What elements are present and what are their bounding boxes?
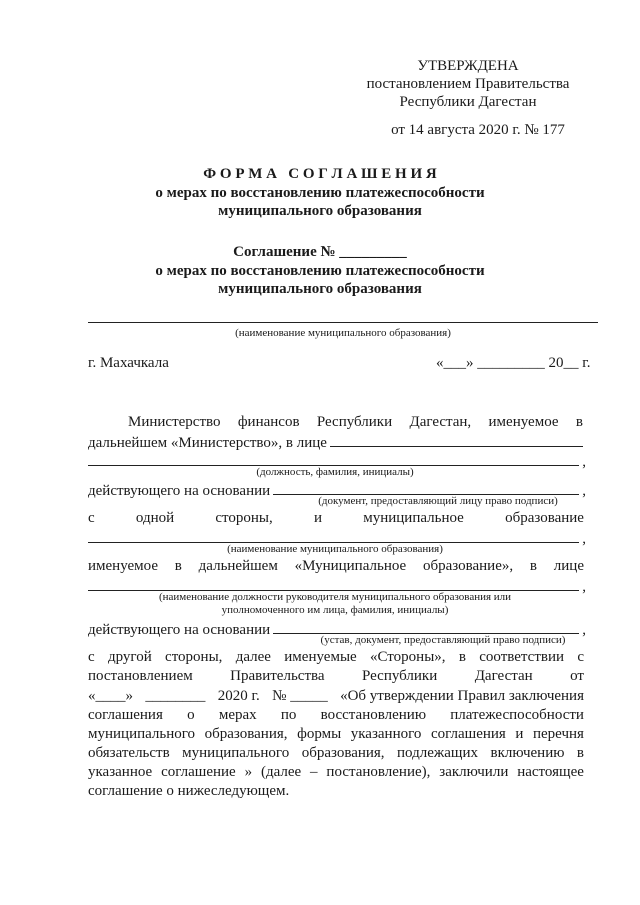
municipality-name-blank (88, 529, 579, 543)
comma: , (582, 531, 586, 547)
word: именуемое (88, 558, 158, 574)
word: Дагестан, (409, 414, 472, 430)
word: соответствии (479, 649, 565, 665)
word: с (88, 649, 95, 665)
word: «Муниципальное (294, 558, 407, 574)
word: по (280, 707, 297, 723)
word: № _____ (272, 688, 328, 704)
word: в (174, 558, 182, 574)
approval-line-2: Республики Дагестан (399, 94, 537, 110)
word: восстановлению (320, 707, 427, 723)
closing-line-6 (88, 745, 584, 762)
word: Республики (316, 414, 393, 430)
word: от (570, 668, 584, 684)
word: Республики (362, 668, 438, 684)
comma: , (582, 483, 586, 499)
word: Министерство (128, 414, 221, 430)
word: образования, (204, 726, 288, 742)
word: муниципального (88, 726, 196, 742)
municipality-line (88, 322, 598, 323)
word: платежеспособности (450, 707, 584, 723)
form-subtitle-2: муниципального образования (218, 203, 422, 219)
word: в (529, 558, 537, 574)
basis-blank-2 (273, 620, 579, 634)
word: «Стороны», (370, 649, 446, 665)
word: указанного (350, 726, 422, 742)
basis-label: действующего на основании (88, 483, 271, 499)
word: Правительства (230, 668, 325, 684)
word: ________ (145, 688, 206, 704)
form-title: Ф О Р М А С О Г Л А Ш Е Н И Я (203, 166, 437, 182)
closing-line-1 (88, 649, 584, 666)
word: соглашение (161, 764, 236, 780)
word: – (310, 764, 318, 780)
word: стороны, (165, 649, 223, 665)
word: заключили (439, 764, 509, 780)
word: с (88, 510, 95, 526)
word: именуемые (284, 649, 357, 665)
word: муниципального (182, 745, 290, 761)
municipality-name-hint: (наименование муниципального образования) (227, 543, 443, 555)
comma: , (582, 622, 586, 638)
charter-hint: (устав, документ, предоставляющий право подписи) (320, 634, 566, 646)
word: и (515, 726, 524, 742)
word: в (575, 414, 583, 430)
word: «____» (88, 688, 133, 704)
closing-line-2 (88, 668, 584, 685)
approval-title: УТВЕРЖДЕНА (417, 58, 519, 74)
word: в (458, 649, 466, 665)
agreement-number: Соглашение № _________ (233, 244, 407, 260)
comma: , (582, 454, 586, 470)
word: соглашения (430, 726, 506, 742)
word: и (313, 510, 322, 526)
closing-line-8: соглашение о нижеследующем. (88, 783, 290, 799)
named-line (88, 558, 584, 575)
word: » (244, 764, 253, 780)
word: формы (297, 726, 342, 742)
closing-line-3 (88, 688, 584, 705)
word: образование (505, 510, 584, 526)
head-hint-1: (наименование должности руководителя муниципального образования или (158, 591, 512, 603)
word: именуемое (488, 414, 559, 430)
form-subtitle-1: о мерах по восстановлению платежеспособности (155, 185, 485, 201)
word: «Об утверждении Правил заключения (340, 688, 584, 704)
approval-date: от 14 августа 2020 г. № 177 (391, 122, 565, 138)
word: образование», (422, 558, 514, 574)
word: образования, (301, 745, 385, 761)
one-side-line (88, 510, 584, 527)
ministry-line-2 (88, 433, 586, 452)
position-hint: (должность, фамилия, инициалы) (256, 466, 414, 478)
word: мерах (218, 707, 257, 723)
word: постановлением (88, 668, 193, 684)
word: стороны, (215, 510, 273, 526)
word: финансов (237, 414, 300, 430)
word: другой (107, 649, 152, 665)
head-hint-2: уполномоченного им лица, фамилия, инициалы) (221, 604, 449, 616)
basis-label-2: действующего на основании (88, 622, 271, 638)
ministry-line-2-text: дальнейшем «Министерство», в лице (88, 435, 327, 451)
word: 2020 г. (217, 688, 260, 704)
word: соглашения (88, 707, 163, 723)
agreement-title-1: о мерах по восстановлению платежеспособности (155, 263, 485, 279)
head-blank (88, 577, 579, 591)
word: лице (553, 558, 584, 574)
word: дальнейшем (198, 558, 278, 574)
comma: , (582, 579, 586, 595)
word: одной (135, 510, 175, 526)
word: указанное (88, 764, 153, 780)
closing-line-7 (88, 764, 584, 781)
closing-line-4 (88, 707, 584, 724)
position-blank (88, 452, 579, 466)
word: перечня (533, 726, 584, 742)
representative-blank (330, 433, 583, 447)
municipality-hint: (наименование муниципального образования) (235, 327, 451, 339)
word: муниципальное (363, 510, 464, 526)
word: в (576, 745, 584, 761)
word: Дагестан (474, 668, 533, 684)
word: о (187, 707, 195, 723)
approval-line-1: постановлением Правительства (366, 76, 570, 92)
word: настоящее (517, 764, 584, 780)
word: постановление), (326, 764, 431, 780)
word: подлежащих (397, 745, 479, 761)
word: обязательств (88, 745, 170, 761)
word: включению (490, 745, 565, 761)
basis-hint: (документ, предоставляющий лицу право подписи) (318, 495, 558, 507)
agreement-title-2: муниципального образования (218, 281, 422, 297)
word: с (577, 649, 584, 665)
date-placeholder: «___» _________ 20__ г. (436, 355, 591, 371)
word: (далее (260, 764, 302, 780)
word: далее (235, 649, 271, 665)
city-name: г. Махачкала (88, 355, 169, 371)
basis-blank (273, 481, 579, 495)
closing-line-5 (88, 726, 584, 743)
ministry-line-1 (128, 414, 583, 431)
